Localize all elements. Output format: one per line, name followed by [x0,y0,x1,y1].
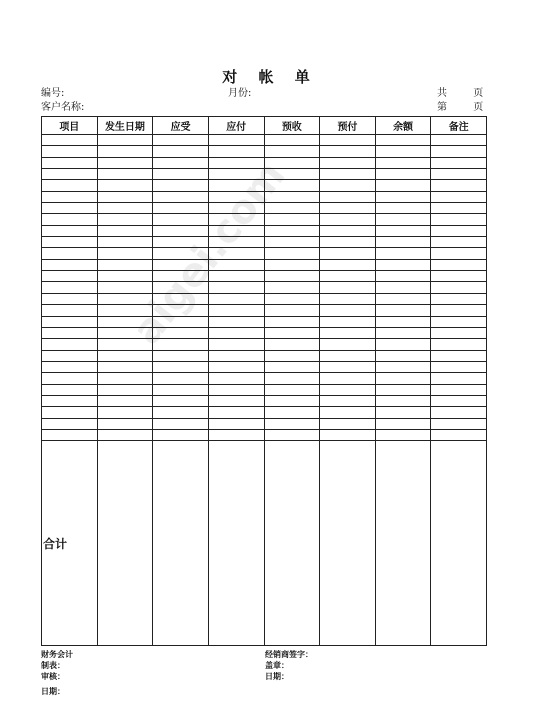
table-cell[interactable] [153,248,209,259]
table-cell[interactable] [42,305,98,316]
table-cell[interactable] [42,191,98,202]
table-row [42,361,487,372]
table-cell[interactable] [208,203,264,214]
table-cell[interactable] [264,203,320,214]
table-cell[interactable] [375,327,431,338]
date-label-left: 日期： [41,687,65,696]
table-cell[interactable] [97,248,153,259]
table-cell[interactable] [431,305,487,316]
table-row [42,282,487,293]
table-cell[interactable] [264,225,320,236]
table-cell[interactable] [42,203,98,214]
table-cell[interactable] [320,361,376,372]
table-cell[interactable] [153,350,209,361]
table-cell[interactable] [42,316,98,327]
table-cell[interactable] [42,293,98,304]
table-cell[interactable] [153,191,209,202]
table-cell[interactable] [208,293,264,304]
table-cell[interactable] [431,169,487,180]
table-cell[interactable] [320,214,376,225]
table-cell[interactable] [375,429,431,440]
table-cell[interactable] [375,373,431,384]
table-cell[interactable] [431,339,487,350]
column-header-prepaid: 预付 [320,117,376,135]
table-cell[interactable] [42,225,98,236]
table-cell[interactable] [153,180,209,191]
table-cell[interactable] [97,441,153,646]
table-cell[interactable] [208,225,264,236]
table-cell[interactable] [153,225,209,236]
table-cell[interactable] [208,169,264,180]
table-cell[interactable] [320,225,376,236]
watermark: aigei.com [123,152,295,354]
table-cell[interactable] [97,305,153,316]
table-cell[interactable] [153,146,209,157]
table-cell[interactable] [208,237,264,248]
table-cell[interactable] [42,384,98,395]
table-cell[interactable] [431,248,487,259]
table-cell[interactable] [375,180,431,191]
table-cell[interactable] [42,157,98,168]
table-cell[interactable] [320,441,376,646]
date-label-right: 日期： [265,672,289,681]
table-cell[interactable] [208,418,264,429]
total-label: 合计 [42,441,98,646]
table-cell[interactable] [264,339,320,350]
table-row [42,146,487,157]
reviewer-label: 审核： [41,672,65,681]
table-row [42,214,487,225]
table-cell[interactable] [431,361,487,372]
table-cell[interactable] [375,203,431,214]
dealer-signature-label: 经销商签字： [265,650,313,659]
table-cell[interactable] [208,316,264,327]
table-cell[interactable] [42,259,98,270]
table-cell[interactable] [208,135,264,146]
table-cell[interactable] [42,271,98,282]
table-cell[interactable] [320,327,376,338]
table-cell[interactable] [264,191,320,202]
table-cell[interactable] [431,157,487,168]
table-cell[interactable] [264,180,320,191]
table-cell[interactable] [264,384,320,395]
table-cell[interactable] [375,350,431,361]
table-cell[interactable] [264,350,320,361]
table-cell[interactable] [42,361,98,372]
table-cell[interactable] [264,214,320,225]
table-cell[interactable] [320,305,376,316]
total-row [42,441,487,646]
table-cell[interactable] [264,157,320,168]
table-cell[interactable] [153,203,209,214]
table-cell[interactable] [208,214,264,225]
table-cell[interactable] [42,180,98,191]
table-cell[interactable] [153,157,209,168]
table-header-row [42,117,487,135]
table-cell[interactable] [97,203,153,214]
table-cell[interactable] [431,373,487,384]
table-cell[interactable] [320,203,376,214]
total-pages [437,88,483,100]
table-cell[interactable] [208,384,264,395]
table-cell[interactable] [320,316,376,327]
table-cell[interactable] [208,350,264,361]
table-cell[interactable] [208,339,264,350]
table-cell[interactable] [431,384,487,395]
table-cell[interactable] [42,214,98,225]
table-row [42,180,487,191]
table-cell[interactable] [42,429,98,440]
table-cell[interactable] [42,418,98,429]
table-row [42,384,487,395]
table-cell[interactable] [97,146,153,157]
table-cell[interactable] [208,180,264,191]
table-cell[interactable] [153,214,209,225]
table-cell[interactable] [375,157,431,168]
table-row [42,271,487,282]
table-cell[interactable] [208,429,264,440]
table-cell[interactable] [153,441,209,646]
table-cell[interactable] [375,237,431,248]
table-cell[interactable] [431,316,487,327]
table-cell[interactable] [431,259,487,270]
table-cell[interactable] [153,384,209,395]
table-row [42,316,487,327]
table-cell[interactable] [153,316,209,327]
table-cell[interactable] [264,441,320,646]
table-cell[interactable] [264,135,320,146]
table-cell[interactable] [153,169,209,180]
table-cell[interactable] [97,361,153,372]
table-cell[interactable] [264,146,320,157]
table-cell[interactable] [97,339,153,350]
table-cell[interactable] [42,237,98,248]
table-cell[interactable] [375,407,431,418]
table-cell[interactable] [153,418,209,429]
table-cell[interactable] [208,327,264,338]
table-row [42,407,487,418]
table-cell[interactable] [320,157,376,168]
table-cell[interactable] [375,293,431,304]
table-cell[interactable] [97,418,153,429]
table-cell[interactable] [42,327,98,338]
table-cell[interactable] [431,429,487,440]
table-cell[interactable] [153,373,209,384]
table-cell[interactable] [153,259,209,270]
table-cell[interactable] [375,395,431,406]
table-cell[interactable] [264,259,320,270]
table-cell[interactable] [264,407,320,418]
table-cell[interactable] [97,191,153,202]
table-row [42,305,487,316]
table-cell[interactable] [153,135,209,146]
table-cell[interactable] [97,373,153,384]
table-cell[interactable] [97,350,153,361]
table-cell[interactable] [264,282,320,293]
table-cell[interactable] [208,282,264,293]
table-cell[interactable] [320,339,376,350]
current-page-suffix: 页 [473,102,484,113]
table-cell[interactable] [264,248,320,259]
table-cell[interactable] [320,191,376,202]
table-cell[interactable] [153,429,209,440]
table-cell[interactable] [375,146,431,157]
table-cell[interactable] [375,316,431,327]
total-pages-suffix: 页 [473,88,484,99]
column-header-balance: 余额 [375,117,431,135]
table-cell[interactable] [375,282,431,293]
table-cell[interactable] [320,293,376,304]
table-cell[interactable] [320,407,376,418]
table-cell[interactable] [208,441,264,646]
table-cell[interactable] [375,271,431,282]
table-cell[interactable] [153,271,209,282]
table-body [42,135,487,646]
table-cell[interactable] [375,169,431,180]
table-cell[interactable] [320,146,376,157]
table-cell[interactable] [97,237,153,248]
table-cell[interactable] [320,373,376,384]
table-cell[interactable] [153,237,209,248]
table-cell[interactable] [97,271,153,282]
table-cell[interactable] [208,373,264,384]
table-cell[interactable] [208,395,264,406]
table-cell[interactable] [320,429,376,440]
table-cell[interactable] [208,157,264,168]
table-cell[interactable] [320,248,376,259]
table-row [42,191,487,202]
table-cell[interactable] [375,191,431,202]
table-cell[interactable] [264,327,320,338]
table-cell[interactable] [431,350,487,361]
table-cell[interactable] [431,146,487,157]
table-cell[interactable] [431,237,487,248]
table-cell[interactable] [431,203,487,214]
table-cell[interactable] [208,407,264,418]
table-cell[interactable] [97,214,153,225]
table-cell[interactable] [97,259,153,270]
table-row [42,293,487,304]
statement-table [41,116,487,646]
table-cell[interactable] [264,395,320,406]
column-header-receivable: 应受 [153,117,209,135]
total-pages-prefix: 共 [437,88,447,99]
table-cell[interactable] [97,180,153,191]
table-cell[interactable] [42,248,98,259]
table-cell[interactable] [153,305,209,316]
table-cell[interactable] [264,418,320,429]
table-cell[interactable] [153,339,209,350]
table-cell[interactable] [97,407,153,418]
table-cell[interactable] [42,350,98,361]
table-cell[interactable] [97,429,153,440]
table-cell[interactable] [153,361,209,372]
table-cell[interactable] [153,407,209,418]
table-row [42,135,487,146]
table-cell[interactable] [320,384,376,395]
current-page-prefix: 第 [437,102,447,113]
table-cell[interactable] [375,305,431,316]
table-cell[interactable] [97,316,153,327]
table-cell[interactable] [431,191,487,202]
table-row [42,429,487,440]
table-cell[interactable] [97,169,153,180]
table-cell[interactable] [320,282,376,293]
table-cell[interactable] [97,327,153,338]
table-cell[interactable] [431,271,487,282]
table-cell[interactable] [431,407,487,418]
table-cell[interactable] [264,169,320,180]
table-row [42,327,487,338]
table-cell[interactable] [97,384,153,395]
table-cell[interactable] [97,293,153,304]
table-cell[interactable] [264,361,320,372]
customer-name-label: 客户名称: [41,102,85,113]
table-cell[interactable] [320,418,376,429]
table-cell[interactable] [208,146,264,157]
table-cell[interactable] [42,395,98,406]
month-label: 月份: [228,88,252,99]
table-cell[interactable] [42,373,98,384]
table-row [42,157,487,168]
table-cell[interactable] [97,395,153,406]
table-row [42,225,487,236]
table-cell[interactable] [320,135,376,146]
table-cell[interactable] [375,214,431,225]
table-row [42,350,487,361]
column-header-date: 发生日期 [97,117,153,135]
table-cell[interactable] [153,293,209,304]
table-cell[interactable] [264,305,320,316]
table-cell[interactable] [320,180,376,191]
table-cell[interactable] [375,259,431,270]
column-header-remarks: 备注 [431,117,487,135]
current-page [437,102,483,114]
table-row [42,248,487,259]
table-row [42,237,487,248]
table-cell[interactable] [208,361,264,372]
table-cell[interactable] [97,225,153,236]
table-row [42,418,487,429]
preparer-label: 制表： [41,661,65,670]
table-cell[interactable] [431,180,487,191]
table-cell[interactable] [320,259,376,270]
table-cell[interactable] [375,339,431,350]
table-cell[interactable] [431,395,487,406]
column-header-payable: 应付 [208,117,264,135]
table-cell[interactable] [431,214,487,225]
table-cell[interactable] [375,135,431,146]
table-cell[interactable] [264,316,320,327]
table-cell[interactable] [42,169,98,180]
table-cell[interactable] [431,135,487,146]
table-row [42,373,487,384]
table-row [42,169,487,180]
table-cell[interactable] [375,441,431,646]
seal-label: 盖章： [265,661,289,670]
table-cell[interactable] [153,282,209,293]
table-cell[interactable] [320,350,376,361]
table-cell[interactable] [320,395,376,406]
table-cell[interactable] [431,327,487,338]
table-cell[interactable] [42,146,98,157]
table-cell[interactable] [264,373,320,384]
table-cell[interactable] [42,135,98,146]
table-cell[interactable] [320,169,376,180]
table-cell[interactable] [42,282,98,293]
table-cell[interactable] [264,293,320,304]
document-title: 对 帐 单 [222,68,318,86]
table-cell[interactable] [375,418,431,429]
table-cell[interactable] [97,157,153,168]
table-cell[interactable] [431,418,487,429]
number-label: 编号: [41,88,65,99]
table-cell[interactable] [375,384,431,395]
table-cell[interactable] [431,282,487,293]
table-cell[interactable] [208,271,264,282]
column-header-advance-received: 预收 [264,117,320,135]
table-cell[interactable] [375,361,431,372]
column-header-item: 项目 [42,117,98,135]
table-cell[interactable] [375,248,431,259]
table-row [42,259,487,270]
table-cell[interactable] [97,282,153,293]
table-cell[interactable] [208,259,264,270]
table-cell[interactable] [208,305,264,316]
table-cell[interactable] [208,191,264,202]
table-cell[interactable] [431,441,487,646]
table-cell[interactable] [375,225,431,236]
table-row [42,339,487,350]
table-cell[interactable] [264,271,320,282]
table-cell[interactable] [97,135,153,146]
table-cell[interactable] [320,271,376,282]
table-cell[interactable] [431,293,487,304]
table-cell[interactable] [42,407,98,418]
table-row [42,395,487,406]
table-cell[interactable] [431,225,487,236]
table-cell[interactable] [320,237,376,248]
table-cell[interactable] [264,429,320,440]
table-cell[interactable] [42,339,98,350]
table-cell[interactable] [153,327,209,338]
table-row [42,203,487,214]
accountant-label: 财务会计 [41,650,73,659]
table-cell[interactable] [153,395,209,406]
table-cell[interactable] [264,237,320,248]
table-cell[interactable] [208,248,264,259]
